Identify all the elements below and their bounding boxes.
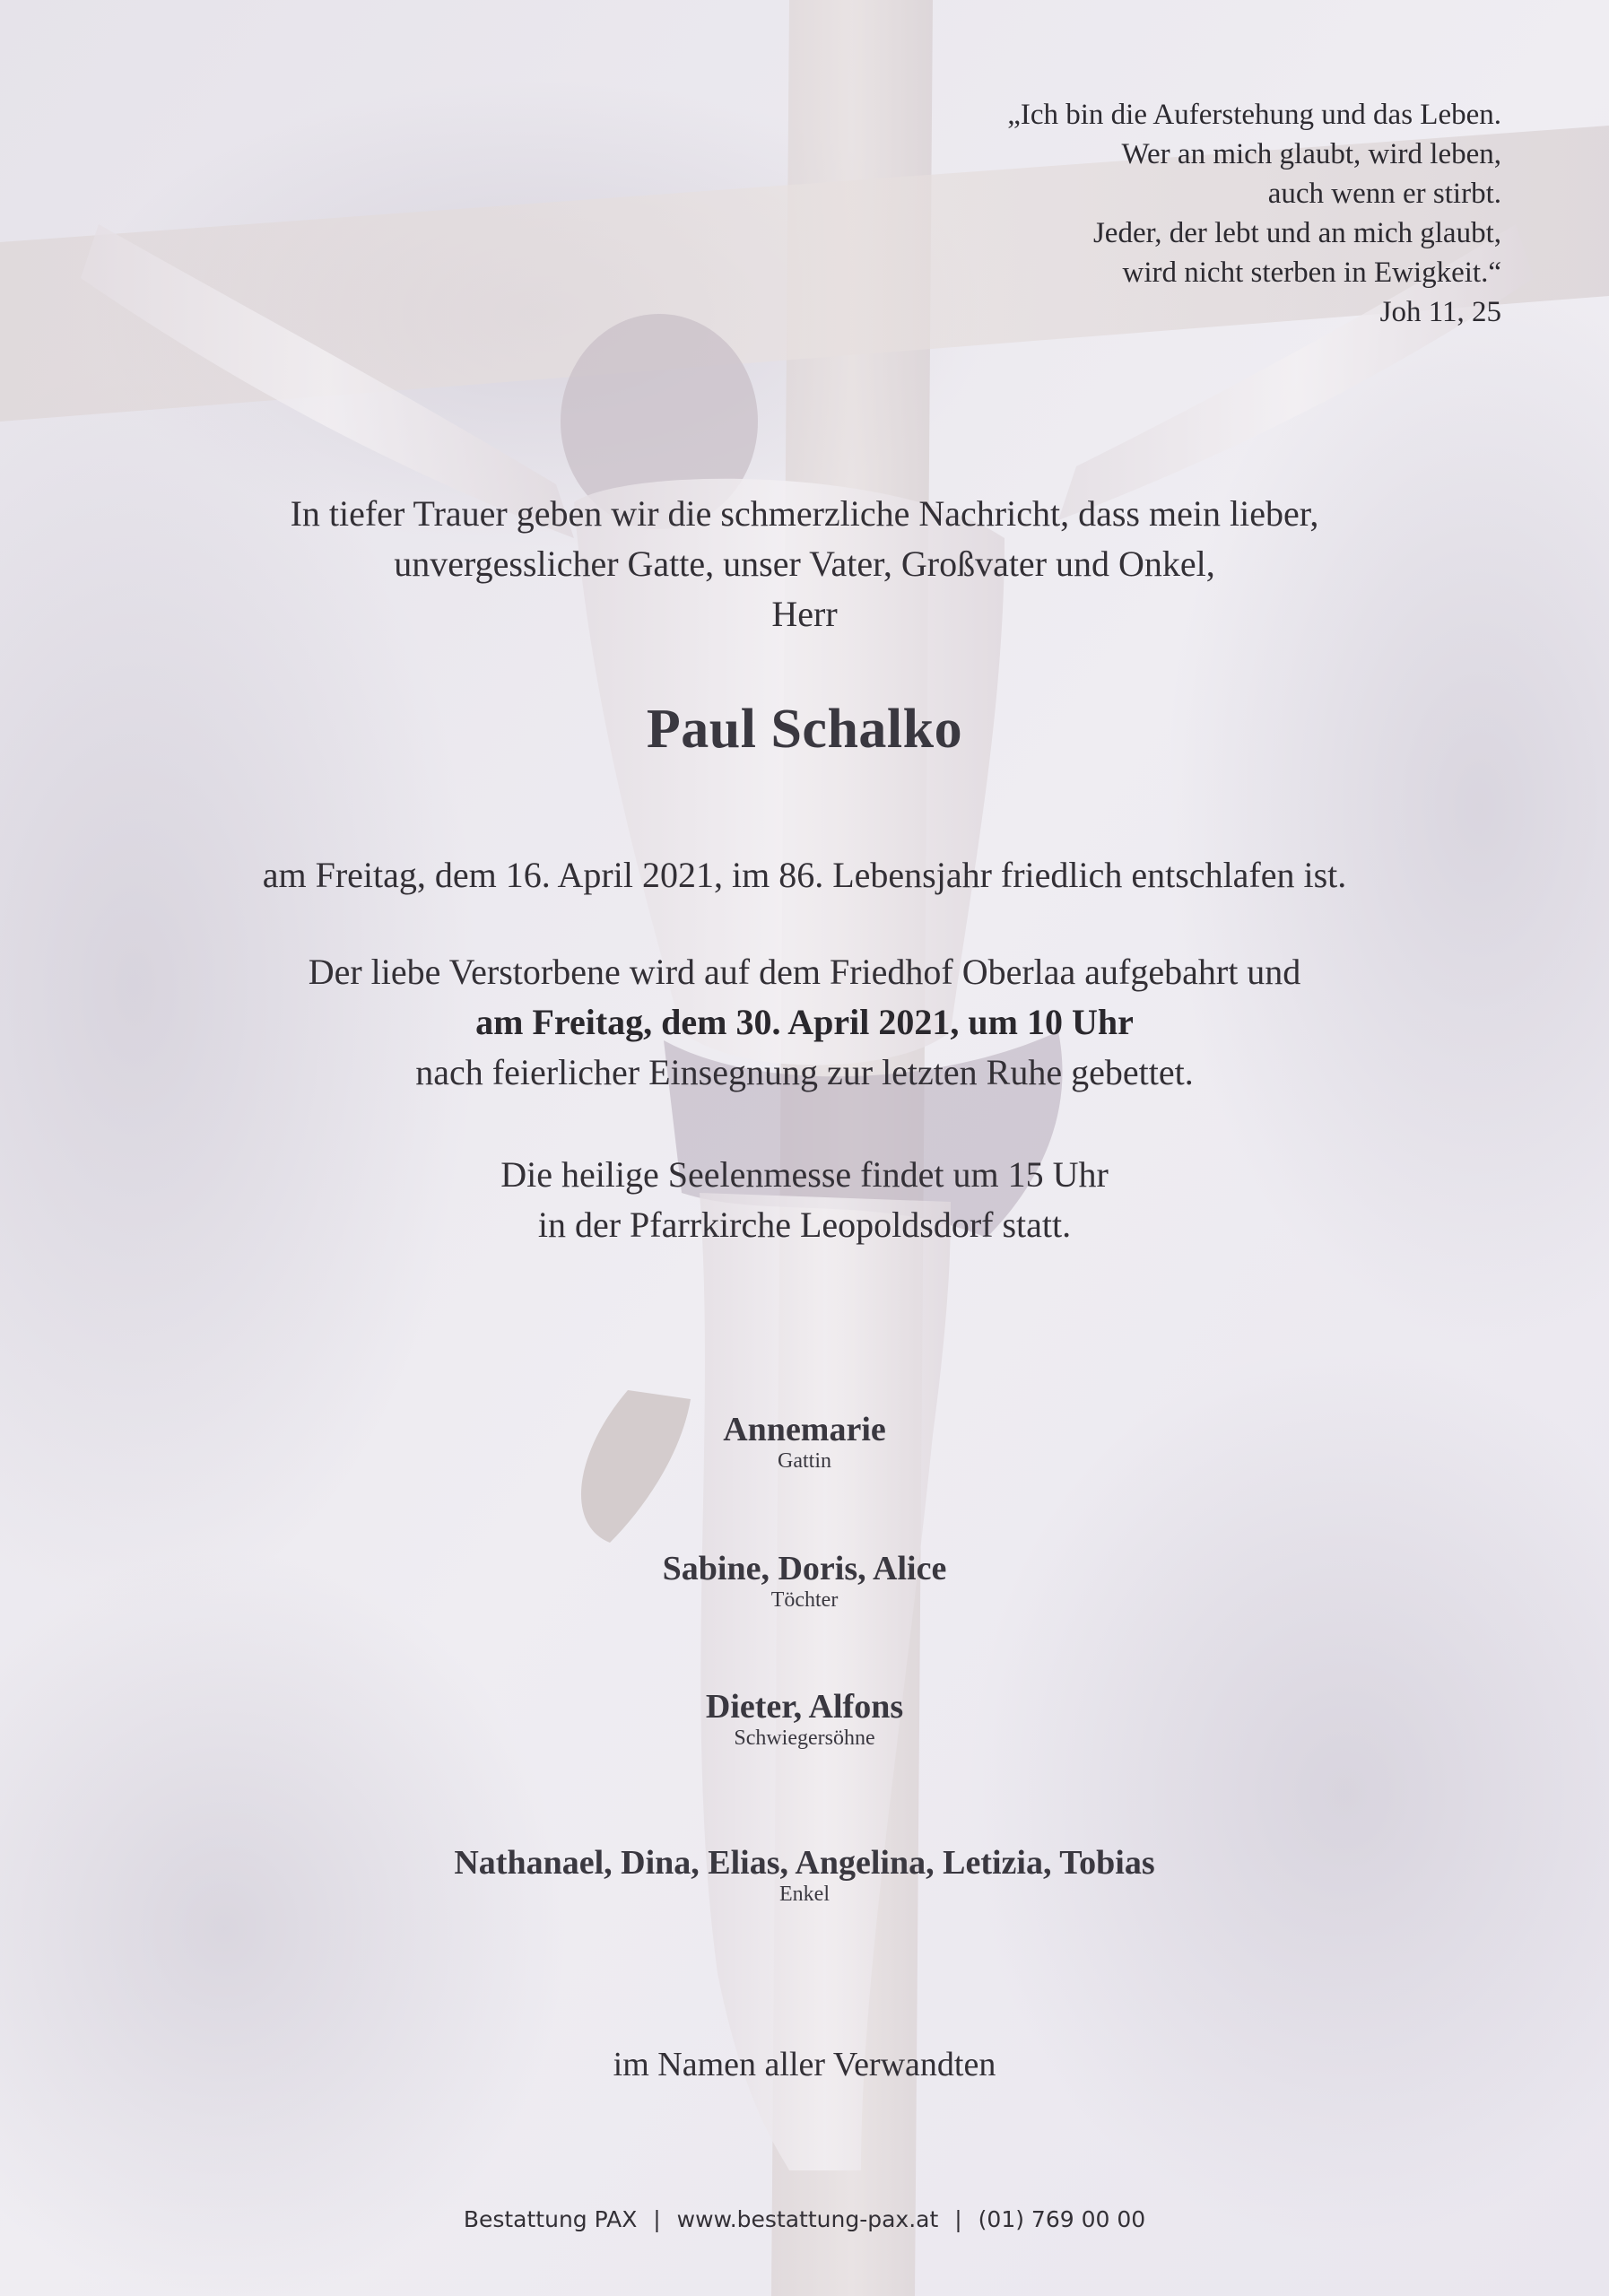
funeral-line: Der liebe Verstorbene wird auf dem Friedhof Oberlaa aufgebahrt und (308, 952, 1301, 992)
footer-separator: | (954, 2206, 962, 2232)
footer-phone[interactable]: (01) 769 00 00 (978, 2206, 1146, 2232)
quote-line: „Ich bin die Auferstehung und das Leben. (1007, 99, 1501, 131)
death-date-line: am Freitag, dem 16. April 2021, im 86. Lebensjahr friedlich entschlafen ist. (262, 855, 1347, 895)
closing-line: im Namen aller Verwandten (613, 2046, 996, 2083)
mass-details (0, 1150, 1609, 1250)
footer-separator: | (653, 2206, 661, 2232)
family-role: Schwiegersöhne (734, 1726, 875, 1750)
mass-line: in der Pfarrkirche Leopoldsdorf statt. (537, 1205, 1072, 1245)
family-names: Dieter, Alfons (705, 1688, 904, 1726)
quote-reference: Joh 11, 25 (1379, 296, 1501, 328)
quote-line: Jeder, der lebt und an mich glaubt, (1092, 217, 1501, 249)
mass-line: Die heilige Seelenmesse findet um 15 Uhr (500, 1154, 1109, 1195)
funeral-details (0, 947, 1609, 1098)
footer (0, 2206, 1609, 2232)
quote-line: wird nicht sterben in Ewigkeit.“ (1122, 257, 1501, 289)
family-group-daughters (0, 1549, 1609, 1612)
family-group-spouse (0, 1410, 1609, 1473)
quote-line: Wer an mich glaubt, wird leben, (1121, 138, 1501, 170)
bible-quote (694, 95, 1501, 332)
family-group-sons-in-law (0, 1687, 1609, 1750)
family-group-grandchildren (0, 1843, 1609, 1906)
footer-company: Bestattung PAX (463, 2206, 638, 2232)
intro-line: unvergesslicher Gatte, unser Vater, Großvater und Onkel, (394, 544, 1215, 584)
family-role: Töchter (770, 1588, 839, 1612)
family-role: Gattin (778, 1449, 831, 1473)
intro-line: In tiefer Trauer geben wir die schmerzliche Nachricht, dass mein lieber, (290, 493, 1319, 534)
family-names: Annemarie (723, 1411, 886, 1448)
quote-line: auch wenn er stirbt. (1267, 178, 1501, 210)
footer-website[interactable]: www.bestattung-pax.at (676, 2206, 939, 2232)
deceased-name: Paul Schalko (646, 699, 963, 760)
funeral-date: am Freitag, dem 30. April 2021, um 10 Uhr (475, 1002, 1134, 1042)
family-role: Enkel (779, 1883, 830, 1906)
family-names: Nathanael, Dina, Elias, Angelina, Letizia, Tobias (454, 1844, 1155, 1882)
announcement-intro (0, 489, 1609, 639)
family-names: Sabine, Doris, Alice (662, 1550, 947, 1587)
funeral-line: nach feierlicher Einsegnung zur letzten Ruhe gebettet. (415, 1052, 1194, 1092)
intro-line: Herr (771, 594, 838, 634)
